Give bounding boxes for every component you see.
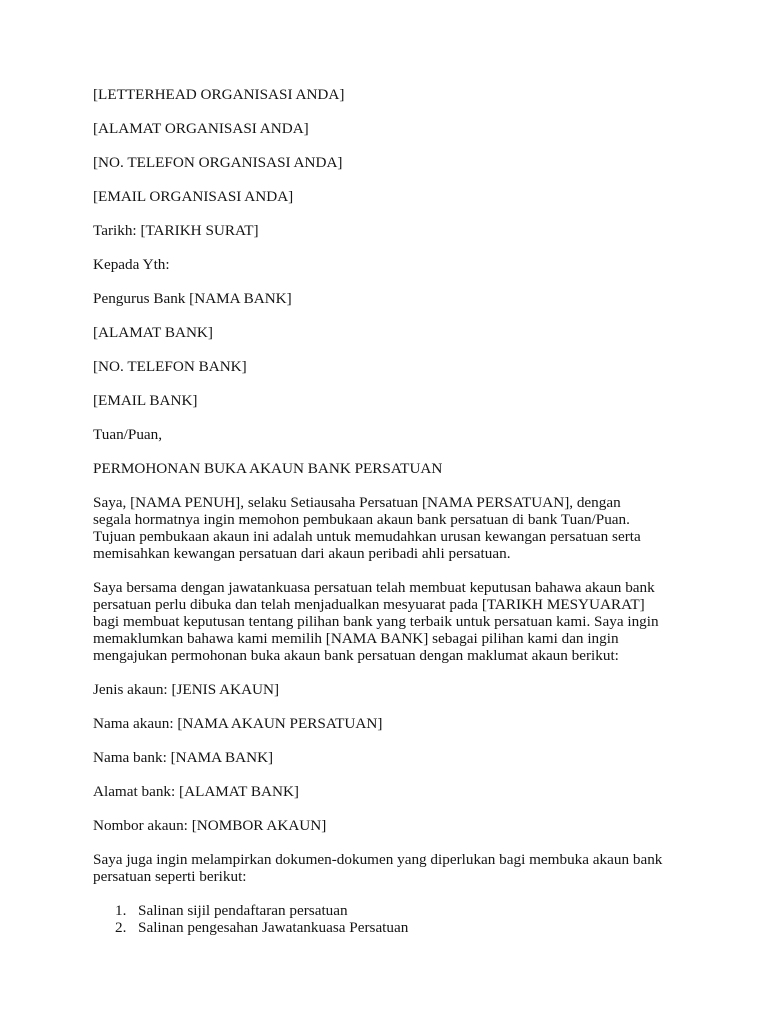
list-item <box>93 902 678 919</box>
paragraph-introduction <box>93 494 678 562</box>
paragraph-line: Saya, [NAMA PENUH], selaku Setiausaha Persatuan [NAMA PERSATUAN], dengan <box>93 494 621 511</box>
account-number-line: Nombor akaun: [NOMBOR AKAUN] <box>93 817 327 834</box>
account-type-line: Jenis akaun: [JENIS AKAUN] <box>93 681 280 698</box>
paragraph-line: Saya juga ingin melampirkan dokumen-dokumen yang diperlukan bagi membuka akaun bank <box>93 851 663 868</box>
paragraph-decision <box>93 579 678 664</box>
list-item <box>93 919 678 936</box>
paragraph-line: Saya bersama dengan jawatankuasa persatuan telah membuat keputusan bahawa akaun bank <box>93 579 655 596</box>
attachment-list <box>93 902 678 936</box>
paragraph-line: Tujuan pembukaan akaun ini adalah untuk memudahkan urusan kewangan persatuan serta <box>93 528 641 545</box>
recipient-greeting: Kepada Yth: <box>93 256 170 273</box>
paragraph-line: mengajukan permohonan buka akaun bank persatuan dengan maklumat akaun berikut: <box>93 647 619 664</box>
bank-name-line: Nama bank: [NAMA BANK] <box>93 749 274 766</box>
letter-subject: PERMOHONAN BUKA AKAUN BANK PERSATUAN <box>93 460 443 477</box>
salutation: Tuan/Puan, <box>93 426 163 443</box>
organisation-address-line: [ALAMAT ORGANISASI ANDA] <box>93 120 309 137</box>
organisation-phone-line: [NO. TELEFON ORGANISASI ANDA] <box>93 154 343 171</box>
paragraph-line: memisahkan kewangan persatuan dari akaun peribadi ahli persatuan. <box>93 545 511 562</box>
letter-body <box>93 86 678 936</box>
organisation-email-line: [EMAIL ORGANISASI ANDA] <box>93 188 294 205</box>
recipient-bank-manager: Pengurus Bank [NAMA BANK] <box>93 290 292 307</box>
account-name-line: Nama akaun: [NAMA AKAUN PERSATUAN] <box>93 715 383 732</box>
list-item-number: 2. <box>115 919 127 936</box>
paragraph-line: segala hormatnya ingin memohon pembukaan akaun bank persatuan di bank Tuan/Puan. <box>93 511 630 528</box>
paragraph-line: persatuan seperti berikut: <box>93 868 247 885</box>
paragraph-line: bagi membuat keputusan tentang pilihan bank yang terbaik untuk persatuan kami. Saya ingin <box>93 613 659 630</box>
letter-date: Tarikh: [TARIKH SURAT] <box>93 222 259 239</box>
paragraph-attachments <box>93 851 678 885</box>
recipient-bank-email: [EMAIL BANK] <box>93 392 198 409</box>
paragraph-line: memaklumkan bahawa kami memilih [NAMA BANK] sebagai pilihan kami dan ingin <box>93 630 619 647</box>
recipient-bank-phone: [NO. TELEFON BANK] <box>93 358 247 375</box>
list-item-text: Salinan sijil pendaftaran persatuan <box>138 902 348 919</box>
letterhead-line: [LETTERHEAD ORGANISASI ANDA] <box>93 86 345 103</box>
recipient-bank-address: [ALAMAT BANK] <box>93 324 213 341</box>
bank-address-line: Alamat bank: [ALAMAT BANK] <box>93 783 299 800</box>
list-item-number: 1. <box>115 902 127 919</box>
paragraph-line: persatuan perlu dibuka dan telah menjadualkan mesyuarat pada [TARIKH MESYUARAT] <box>93 596 645 613</box>
list-item-text: Salinan pengesahan Jawatankuasa Persatuan <box>138 919 409 936</box>
